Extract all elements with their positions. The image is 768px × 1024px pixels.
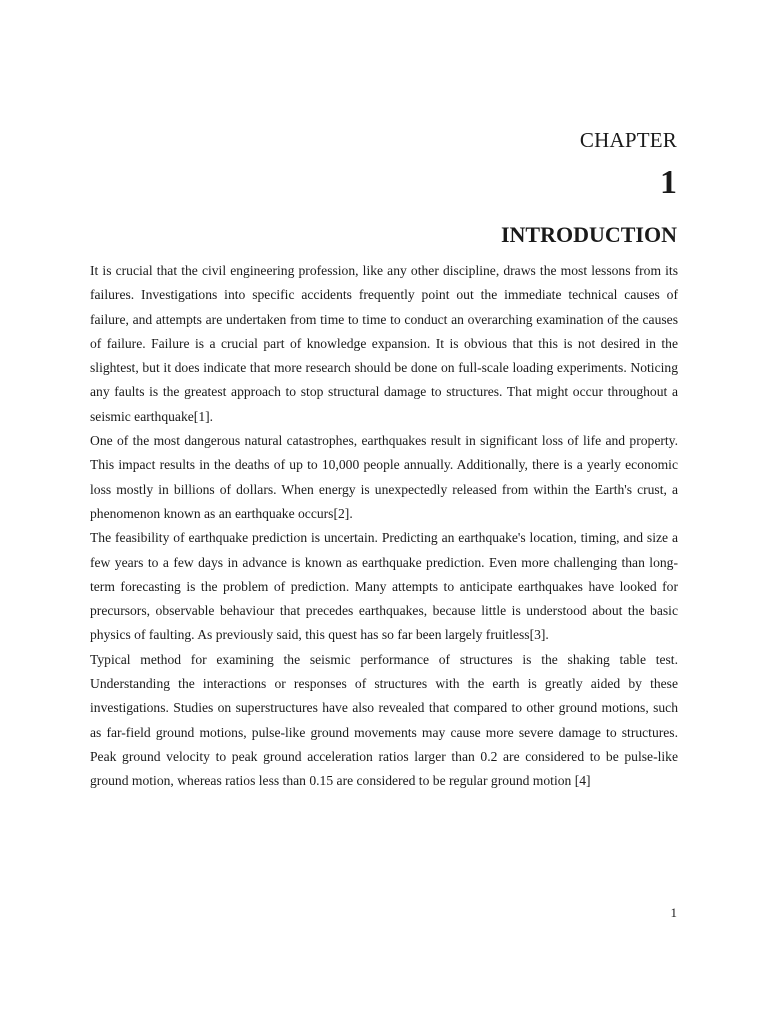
paragraph-1: It is crucial that the civil engineering profession, like any other discipline, draws the most lessons from its failures. Investigations into specific accidents frequently point out the immediate technical causes of failure, and attempts are undertaken from time to time to conduct an overarching examination of the causes of failure. Failure is a crucial part of knowledge expansion. It is obvious that this is not desired in the slightest, but it does indicate that more research should be done on full-scale loading experiments. Noticing any faults is the greatest approach to stop structural damage to structures. That might occur throughout a seismic earthquake[1]. (90, 263, 678, 424)
body-text (90, 259, 678, 794)
page-number: 1 (670, 905, 677, 920)
chapter-title: INTRODUCTION (500, 222, 677, 247)
paragraph-3: The feasibility of earthquake prediction is uncertain. Predicting an earthquake's location, timing, and size a few years to a few days in advance is known as earthquake prediction. Even more challenging than long-term forecasting is the problem of prediction. Many attempts to anticipate earthquakes have looked for precursors, observable behaviour that precedes earthquakes, because little is understood about the basic physics of faulting. As previously said, this quest has so far been largely fruitless[3]. (90, 530, 678, 643)
chapter-number: 1 (660, 164, 677, 201)
chapter-label: CHAPTER (579, 128, 677, 152)
paragraph-2: One of the most dangerous natural catastrophes, earthquakes result in significant loss of life and property. This impact results in the deaths of up to 10,000 people annually. Additionally, there is a yearly economic loss mostly in billions of dollars. When energy is unexpectedly released from within the Earth's crust, a phenomenon known as an earthquake occurs[2]. (90, 433, 678, 521)
paragraph-4: Typical method for examining the seismic performance of structures is the shaking table test. Understanding the interactions or responses of structures with the earth is greatly aided by these investigations. Studies on superstructures have also revealed that compared to other ground motions, such as far-field ground motions, pulse-like ground movements may cause more severe damage to structures. Peak ground velocity to peak ground acceleration ratios larger than 0.2 are considered to be pulse-like ground motion, whereas ratios less than 0.15 are considered to be regular ground motion [4] (90, 651, 678, 789)
